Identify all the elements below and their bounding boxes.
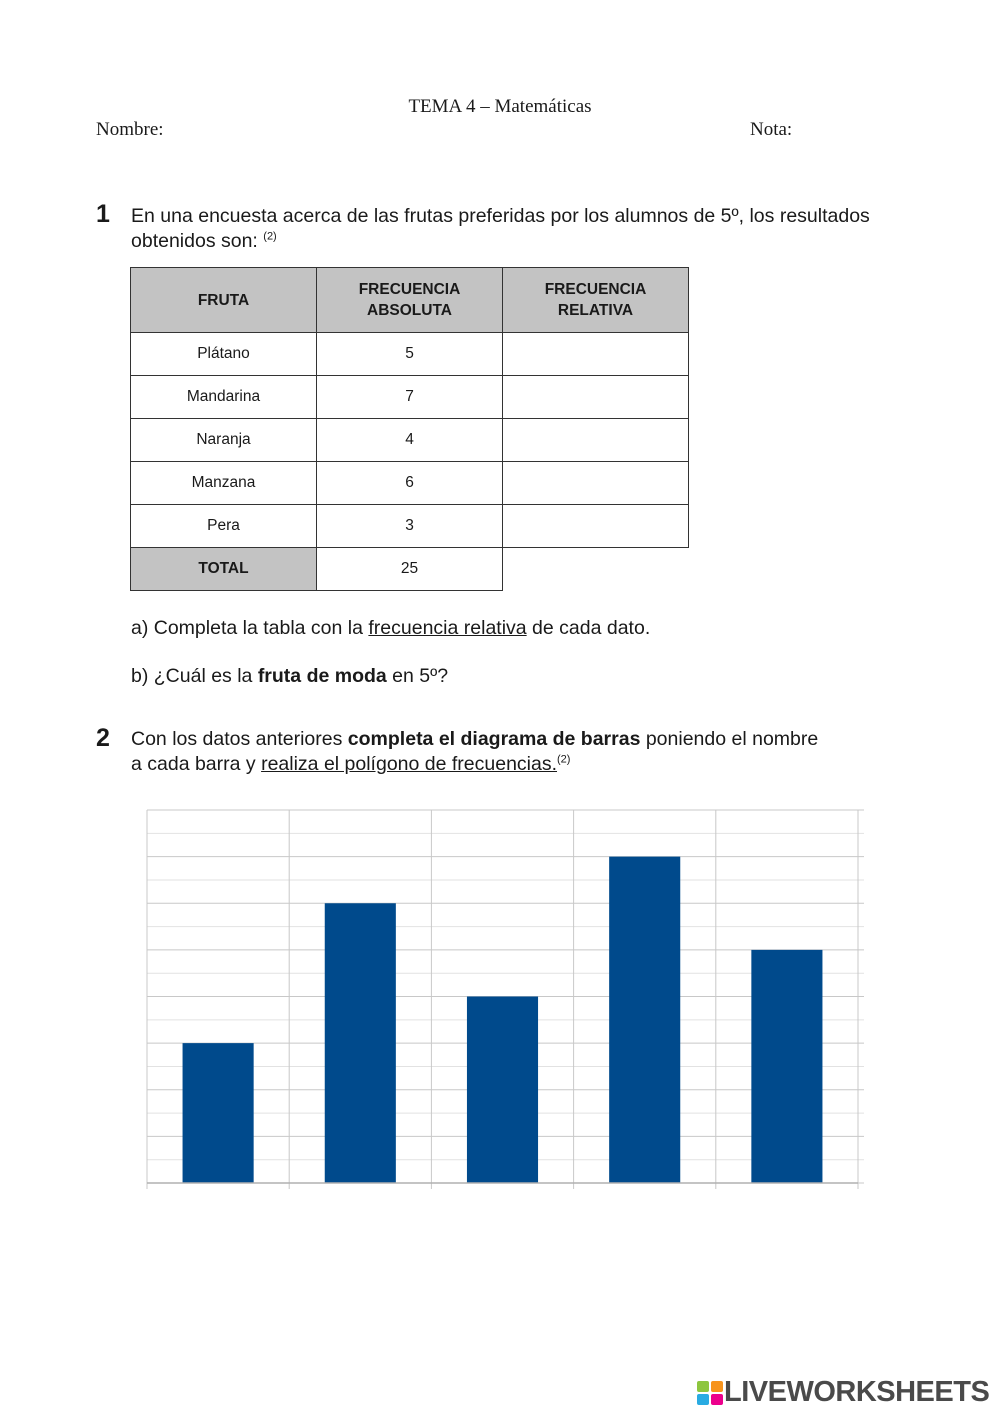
- header-absoluta: [317, 268, 503, 333]
- frequency-table: [130, 267, 689, 591]
- chart-bar: [183, 1043, 254, 1183]
- question-1b-suffix: en 5º?: [386, 665, 449, 687]
- liveworksheets-icon: [696, 1380, 724, 1406]
- question-1b-bold: fruta de moda: [257, 665, 387, 687]
- cell-fruta: Manzana: [131, 462, 317, 505]
- cell-relativa-input[interactable]: [503, 376, 689, 419]
- question-2-number: 2: [96, 724, 110, 752]
- question-1b-prefix: b) ¿Cuál es la: [131, 665, 258, 687]
- question-1-text: [131, 204, 870, 254]
- cell-relativa-input[interactable]: [503, 505, 689, 548]
- liveworksheets-text: LIVEWORKSHEETS: [724, 1376, 990, 1408]
- cell-relativa-input[interactable]: [503, 419, 689, 462]
- table-row: [131, 505, 689, 548]
- cell-absoluta: 6: [317, 462, 503, 505]
- header-fruta: [131, 268, 317, 333]
- cell-absoluta: 7: [317, 376, 503, 419]
- cell-fruta: Naranja: [131, 419, 317, 462]
- page-title: TEMA 4 – Matemáticas: [408, 96, 592, 117]
- question-2-line2-underlined: realiza el polígono de frecuencias.: [261, 753, 558, 775]
- cell-absoluta: 3: [317, 505, 503, 548]
- question-2-line1-suffix: poniendo el nombre: [640, 728, 819, 750]
- question-2-line1: [131, 727, 818, 752]
- question-2-line1-bold: completa el diagrama de barras: [347, 728, 641, 750]
- chart-bar: [609, 857, 680, 1183]
- bar-chart: [140, 800, 870, 1195]
- table-row: [131, 462, 689, 505]
- question-2-text: [131, 727, 818, 777]
- cell-absoluta: 4: [317, 419, 503, 462]
- header-relativa: [503, 268, 689, 333]
- question-1-number: 1: [96, 200, 110, 228]
- cell-fruta: Mandarina: [131, 376, 317, 419]
- nombre-label: Nombre:: [96, 119, 164, 140]
- chart-bar: [325, 903, 396, 1183]
- question-2-line2: [131, 752, 818, 777]
- table-row: [131, 419, 689, 462]
- total-label: TOTAL: [131, 548, 317, 591]
- question-1a-underlined: frecuencia relativa: [368, 617, 527, 639]
- nota-label: Nota:: [750, 119, 793, 140]
- question-1a-suffix: de cada dato.: [526, 617, 651, 639]
- question-2-line1-prefix: Con los datos anteriores: [131, 728, 348, 750]
- header-relativa-line1: FRECUENCIA: [544, 281, 647, 298]
- header-absoluta-line2: ABSOLUTA: [367, 302, 452, 319]
- question-1-line2: [131, 229, 870, 254]
- cell-relativa-input[interactable]: [503, 333, 689, 376]
- table-header-row: [131, 268, 689, 333]
- question-2-line2-prefix: a cada barra y: [131, 753, 262, 775]
- header-relativa-line2: RELATIVA: [557, 302, 634, 319]
- question-1a: [131, 617, 650, 640]
- chart-bar: [467, 997, 538, 1184]
- question-2-points: (2): [557, 753, 571, 766]
- table-row: [131, 376, 689, 419]
- question-1a-prefix: a) Completa la tabla con la: [131, 617, 369, 639]
- total-value: 25: [317, 548, 503, 591]
- table-total-row: [131, 548, 689, 591]
- chart-bar: [751, 950, 822, 1183]
- cell-relativa-input[interactable]: [503, 462, 689, 505]
- cell-fruta: Pera: [131, 505, 317, 548]
- cell-absoluta: 5: [317, 333, 503, 376]
- header-fruta-text: FRUTA: [197, 291, 250, 309]
- table-row: [131, 333, 689, 376]
- question-1b: [131, 665, 448, 688]
- liveworksheets-logo: [696, 1376, 989, 1409]
- header-absoluta-line1: FRECUENCIA: [358, 281, 461, 298]
- question-1-line2-text: obtenidos son:: [131, 230, 258, 252]
- empty-cell: [503, 548, 689, 591]
- question-1-line1: En una encuesta acerca de las frutas preferidas por los alumnos de 5º, los resultados: [131, 205, 870, 227]
- question-1-points: (2): [263, 230, 277, 243]
- cell-fruta: Plátano: [131, 333, 317, 376]
